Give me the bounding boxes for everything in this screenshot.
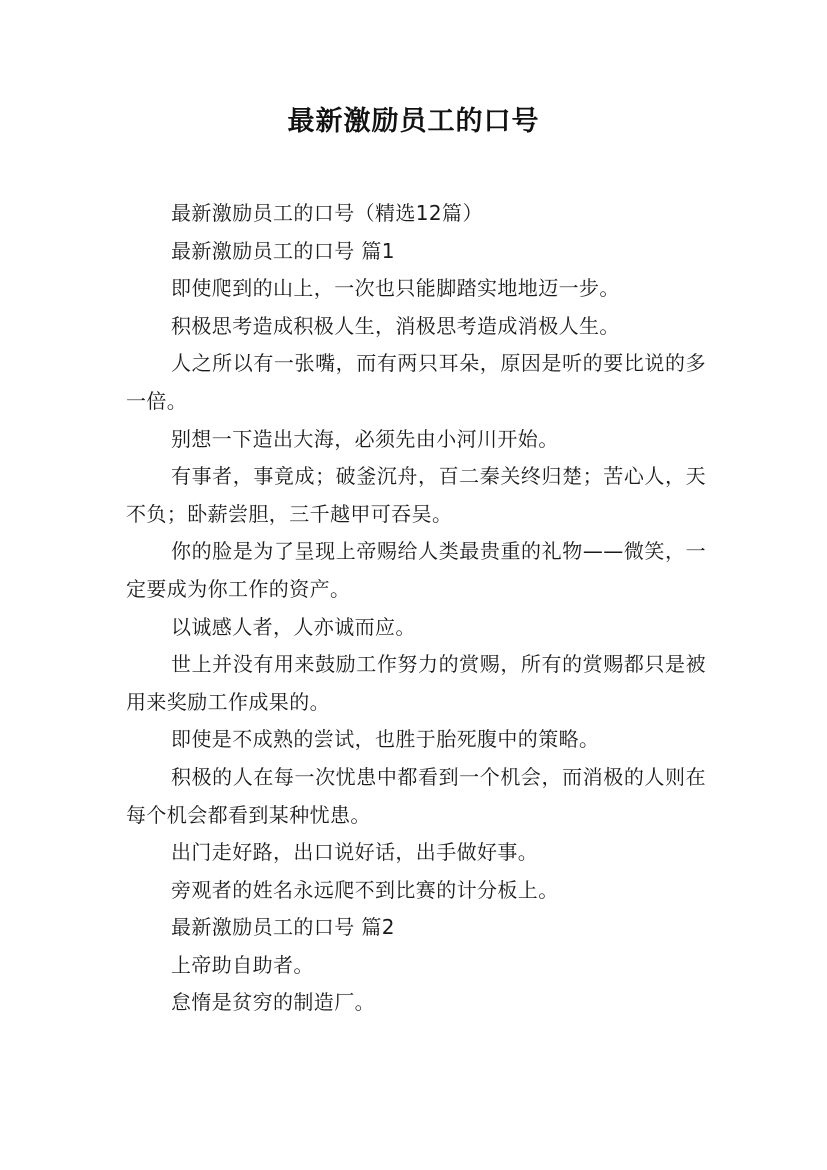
paragraph: 积极的人在每一次忧患中都看到一个机会，而消极的人则在每个机会都看到某种忧患。: [126, 764, 706, 827]
paragraph: 即使爬到的山上，一次也只能脚踏实地地迈一步。: [171, 276, 620, 301]
document-title: 最新激励员工的口号: [287, 106, 540, 137]
paragraph: 以诚感人者，人亦诚而应。: [171, 614, 416, 639]
paragraph-heading-collection: 最新激励员工的口号（精选12篇）: [171, 201, 483, 225]
paragraph: 怠惰是贫穷的制造厂。: [171, 990, 375, 1015]
document-body: [126, 195, 706, 1022]
paragraph: 旁观者的姓名永远爬不到比赛的计分板上。: [171, 877, 559, 902]
paragraph: 即使是不成熟的尝试，也胜于胎死腹中的策略。: [171, 727, 600, 752]
section-heading-2: 最新激励员工的口号 篇2: [171, 915, 395, 940]
paragraph: 积极思考造成积极人生，消极思考造成消极人生。: [171, 313, 620, 338]
section-heading-1: 最新激励员工的口号 篇1: [171, 238, 395, 263]
paragraph: 人之所以有一张嘴，而有两只耳朵，原因是听的要比说的多一倍。: [126, 351, 706, 413]
paragraph: 上帝助自助者。: [171, 952, 314, 977]
paragraph: 世上并没有用来鼓励工作努力的赏赐，所有的赏赐都只是被用来奖励工作成果的。: [126, 652, 706, 714]
paragraph: 有事者，事竟成；破釜沉舟，百二秦关终归楚；苦心人，天不负；卧薪尝胆，三千越甲可吞吴。: [126, 464, 706, 526]
paragraph: 别想一下造出大海，必须先由小河川开始。: [171, 426, 559, 451]
paragraph: 你的脸是为了呈现上帝赐给人类最贵重的礼物——微笑，一定要成为你工作的资产。: [126, 539, 706, 601]
paragraph: 出门走好路，出口说好话，出手做好事。: [171, 840, 539, 865]
